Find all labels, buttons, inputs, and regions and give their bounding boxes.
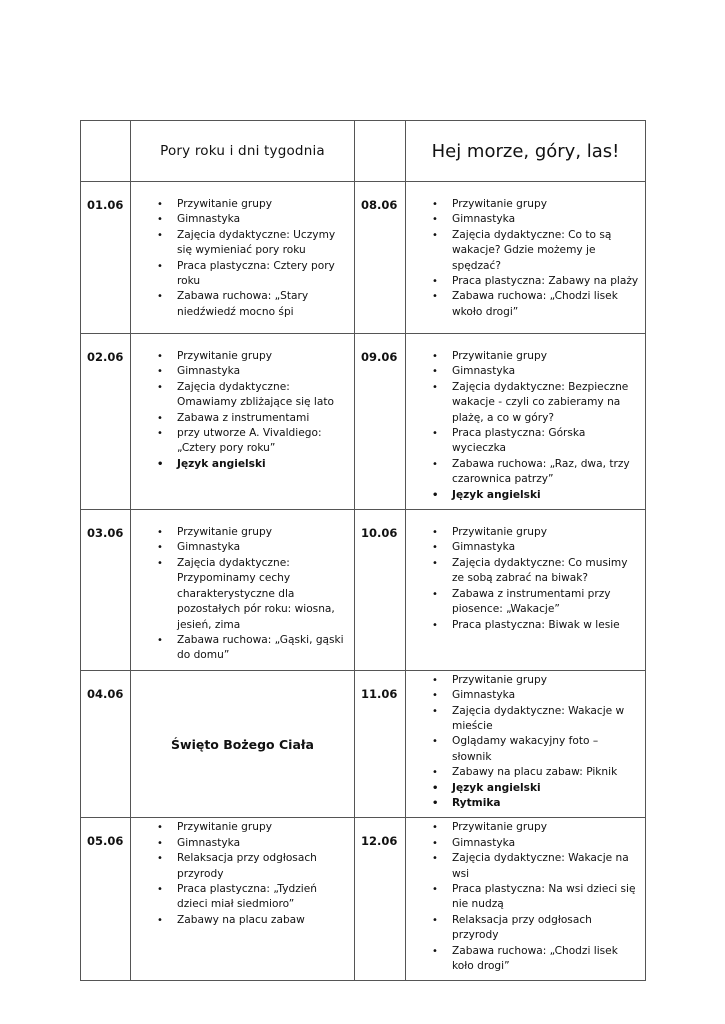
activity-list bbox=[131, 334, 354, 478]
activity-item: • Gimnastyka bbox=[406, 212, 639, 227]
activity-item: • Zajęcia dydaktyczne: Przypominamy cechy charakterystyczne dla pozostałych pór roku: wiosna, jesień, zima bbox=[131, 556, 348, 633]
activity-list bbox=[406, 510, 645, 639]
activity-item: • Zabawa ruchowa: „Stary niedźwiedź mocno śpi bbox=[131, 289, 348, 320]
activity-item: • Przywitanie grupy bbox=[131, 820, 348, 835]
activity-item: • przy utworze A. Vivaldiego: „Cztery pory roku” bbox=[131, 426, 348, 457]
activity-item: • Zajęcia dydaktyczne: Wakacje na wsi bbox=[406, 851, 639, 882]
date-cell: 02.06 bbox=[81, 334, 131, 510]
activities-cell bbox=[131, 334, 355, 510]
activity-item: • Praca plastyczna: „Tydzień dzieci miał siedmioro” bbox=[131, 882, 348, 913]
activity-item: • Zabawa z instrumentami przy piosence: „Wakacje” bbox=[406, 587, 639, 618]
week1-title: Pory roku i dni tygodnia bbox=[131, 121, 355, 182]
activity-item: • Gimnastyka bbox=[406, 540, 639, 555]
activity-item: • Język angielski bbox=[406, 781, 639, 796]
activity-item: • Język angielski bbox=[131, 457, 348, 472]
activity-item: • Zajęcia dydaktyczne: Omawiamy zbliżające się lato bbox=[131, 380, 348, 411]
activity-item: • Zajęcia dydaktyczne: Bezpieczne wakacje - czyli co zabieramy na plażę, a co w góry? bbox=[406, 380, 639, 426]
date-cell: 09.06 bbox=[355, 334, 406, 510]
activity-item: • Przywitanie grupy bbox=[406, 820, 639, 835]
activity-item: • Zabawa ruchowa: „Chodzi lisek koło drogi” bbox=[406, 944, 639, 975]
week2-title: Hej morze, góry, las! bbox=[406, 121, 646, 182]
date-cell: 05.06 bbox=[81, 818, 131, 981]
header-empty-cell bbox=[81, 121, 131, 182]
activity-item: • Gimnastyka bbox=[131, 836, 348, 851]
activity-item: • Zajęcia dydaktyczne: Wakacje w mieście bbox=[406, 704, 639, 735]
plan-row bbox=[81, 670, 646, 818]
activities-cell bbox=[406, 334, 646, 510]
plan-row bbox=[81, 510, 646, 671]
activities-cell bbox=[406, 182, 646, 334]
activity-item: • Zabawa z instrumentami bbox=[131, 411, 348, 426]
activity-item: • Praca plastyczna: Cztery pory roku bbox=[131, 259, 348, 290]
date-cell: 08.06 bbox=[355, 182, 406, 334]
activity-list bbox=[406, 671, 645, 818]
activity-item: • Rytmika bbox=[406, 796, 639, 811]
date-cell: 03.06 bbox=[81, 510, 131, 671]
activities-cell bbox=[131, 818, 355, 981]
date-cell: 11.06 bbox=[355, 670, 406, 818]
activity-item: • Zajęcia dydaktyczne: Co to są wakacje? Gdzie możemy je spędzać? bbox=[406, 228, 639, 274]
activity-item: • Gimnastyka bbox=[131, 364, 348, 379]
activities-cell bbox=[406, 510, 646, 671]
weekly-plan-table bbox=[80, 120, 646, 981]
date-cell: 12.06 bbox=[355, 818, 406, 981]
activity-item: • Gimnastyka bbox=[406, 688, 639, 703]
activity-item: • Relaksacja przy odgłosach przyrody bbox=[131, 851, 348, 882]
activity-item: • Zabawa ruchowa: „Chodzi lisek wkoło drogi” bbox=[406, 289, 639, 320]
activity-item: • Język angielski bbox=[406, 488, 639, 503]
activity-item: • Gimnastyka bbox=[131, 540, 348, 555]
activity-item: • Gimnastyka bbox=[131, 212, 348, 227]
plan-row bbox=[81, 182, 646, 334]
activity-item: • Zajęcia dydaktyczne: Uczymy się wymieniać pory roku bbox=[131, 228, 348, 259]
activity-item: • Zabawy na placu zabaw: Piknik bbox=[406, 765, 639, 780]
plan-row bbox=[81, 818, 646, 981]
activity-list bbox=[406, 334, 645, 509]
activity-list bbox=[131, 818, 354, 934]
activity-item: • Oglądamy wakacyjny foto – słownik bbox=[406, 734, 639, 765]
activity-item: • Przywitanie grupy bbox=[406, 349, 639, 364]
header-row bbox=[81, 121, 646, 182]
header-empty-cell bbox=[355, 121, 406, 182]
activity-item: • Zabawy na placu zabaw bbox=[131, 913, 348, 928]
activity-item: • Praca plastyczna: Biwak w lesie bbox=[406, 618, 639, 633]
activity-item: • Zabawa ruchowa: „Raz, dwa, trzy czarownica patrzy” bbox=[406, 457, 639, 488]
activity-item: • Przywitanie grupy bbox=[131, 197, 348, 212]
activity-item: • Praca plastyczna: Na wsi dzieci się nie nudzą bbox=[406, 882, 639, 913]
holiday-label: Święto Bożego Ciała bbox=[131, 670, 355, 818]
activity-item: • Praca plastyczna: Górska wycieczka bbox=[406, 426, 639, 457]
activity-list bbox=[131, 182, 354, 326]
activity-list bbox=[406, 818, 645, 980]
activities-cell bbox=[131, 510, 355, 671]
activity-list bbox=[131, 510, 354, 670]
date-cell: 01.06 bbox=[81, 182, 131, 334]
activity-item: • Przywitanie grupy bbox=[406, 525, 639, 540]
activity-item: • Gimnastyka bbox=[406, 364, 639, 379]
activity-list bbox=[406, 182, 645, 326]
activity-item: • Przywitanie grupy bbox=[131, 525, 348, 540]
activities-cell bbox=[406, 818, 646, 981]
date-cell: 04.06 bbox=[81, 670, 131, 818]
plan-row bbox=[81, 334, 646, 510]
activity-item: • Przywitanie grupy bbox=[131, 349, 348, 364]
activity-item: • Gimnastyka bbox=[406, 836, 639, 851]
activity-item: • Przywitanie grupy bbox=[406, 673, 639, 688]
activity-item: • Zabawa ruchowa: „Gąski, gąski do domu” bbox=[131, 633, 348, 664]
date-cell: 10.06 bbox=[355, 510, 406, 671]
activity-item: • Relaksacja przy odgłosach przyrody bbox=[406, 913, 639, 944]
activity-item: • Przywitanie grupy bbox=[406, 197, 639, 212]
activity-item: • Zajęcia dydaktyczne: Co musimy ze sobą zabrać na biwak? bbox=[406, 556, 639, 587]
activities-cell bbox=[131, 182, 355, 334]
activities-cell bbox=[406, 670, 646, 818]
activity-item: • Praca plastyczna: Zabawy na plaży bbox=[406, 274, 639, 289]
